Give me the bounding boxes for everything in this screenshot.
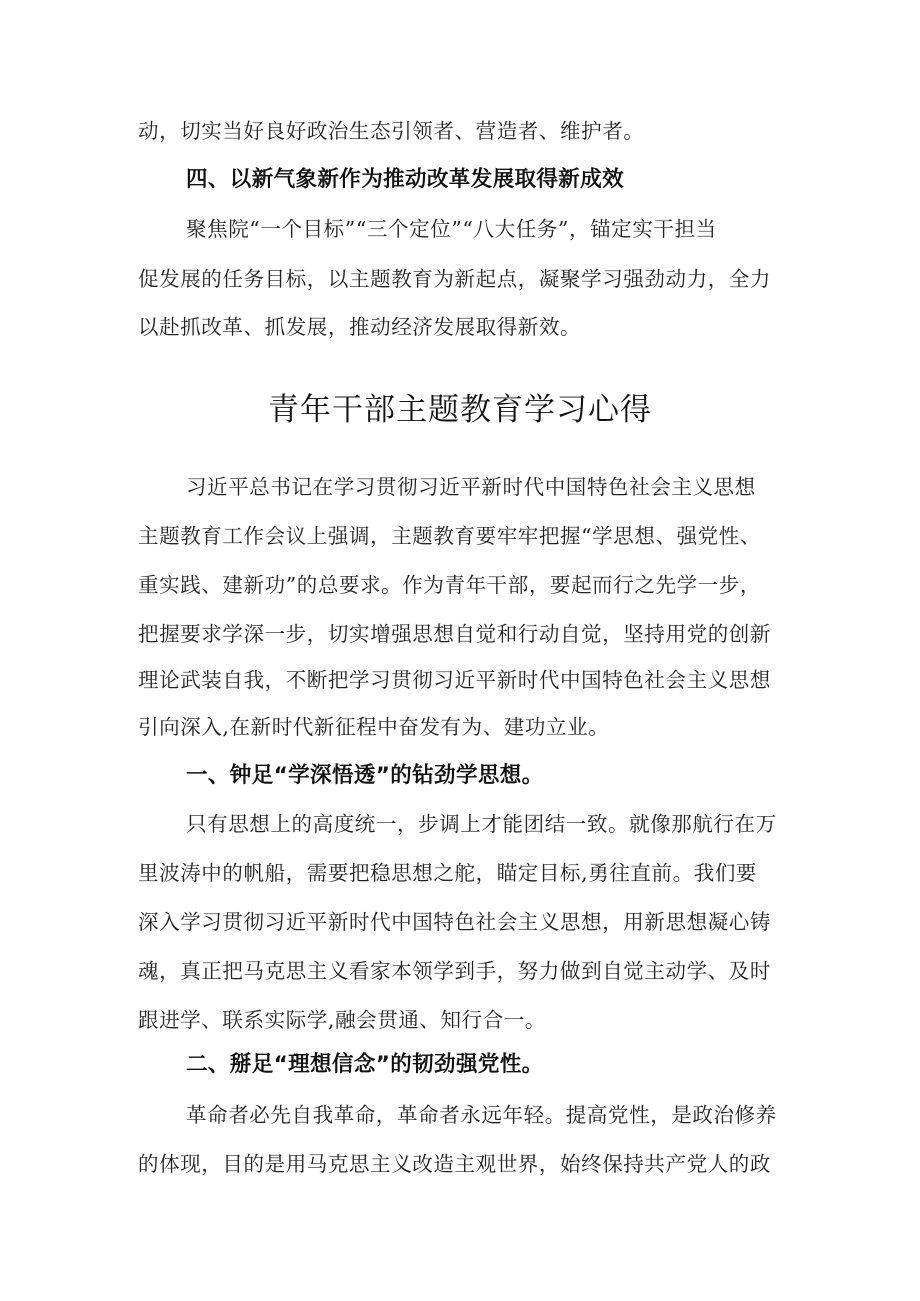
paragraph-line: 魂，真正把马克思主义看家本领学到手，努力做到自觉主动学、及时 xyxy=(138,959,771,983)
paragraph-line: 习近平总书记在学习贯彻习近平新时代中国特色社会主义思想 xyxy=(186,475,756,499)
paragraph-line: 促发展的任务目标，以主题教育为新起点，凝聚学习强劲动力，全力 xyxy=(138,267,771,291)
paragraph-line: 的体现，目的是用马克思主义改造主观世界，始终保持共产党人的政 xyxy=(138,1152,771,1176)
paragraph-line: 重实践、建新功”的总要求。作为青年干部，要起而行之先学一步， xyxy=(138,573,761,597)
paragraph-line: 把握要求学深一步，切实增强思想自觉和行动自觉，坚持用党的创新 xyxy=(138,622,771,646)
paragraph-line: 聚焦院“一个目标”“三个定位”“八大任务”，锚定实干担当 xyxy=(186,217,717,241)
paragraph-line: 只有思想上的高度统一，步调上才能团结一致。就像那航行在万 xyxy=(186,812,777,836)
article-title: 青年干部主题教育学习心得 xyxy=(268,392,652,428)
section-heading-1: 一、钟足“学深悟透”的钻劲学思想。 xyxy=(186,763,544,788)
paragraph-line: 引向深入,在新时代新征程中奋发有为、建功立业。 xyxy=(138,715,610,739)
paragraph-line: 革命者必先自我革命，革命者永远年轻。提高党性，是政治修养 xyxy=(186,1103,777,1127)
paragraph-line: 以赴抓改革、抓发展，推动经济发展取得新效。 xyxy=(138,315,582,339)
paragraph-line: 主题教育工作会议上强调，主题教育要牢牢把握“学思想、强党性、 xyxy=(138,524,761,548)
section-heading-2: 二、掰足“理想信念”的韧劲强党性。 xyxy=(186,1052,544,1077)
paragraph-line: 深入学习贯彻习近平新时代中国特色社会主义思想，用新思想凝心铸 xyxy=(138,910,771,934)
paragraph-line: 理论武装自我，不断把学习贯彻习近平新时代中国特色社会主义思想 xyxy=(138,668,771,692)
paragraph-line: 跟进学、联系实际学,融会贯通、知行合一。 xyxy=(138,1008,547,1032)
paragraph-line: 动，切实当好良好政治生态引领者、营造者、维护者。 xyxy=(138,119,645,143)
section-heading-4: 四、以新气象新作为推动改革发展取得新成效 xyxy=(186,167,625,192)
paragraph-line: 里波涛中的帆船，需要把稳思想之舵，瞄定目标,勇往直前。我们要 xyxy=(138,861,758,885)
